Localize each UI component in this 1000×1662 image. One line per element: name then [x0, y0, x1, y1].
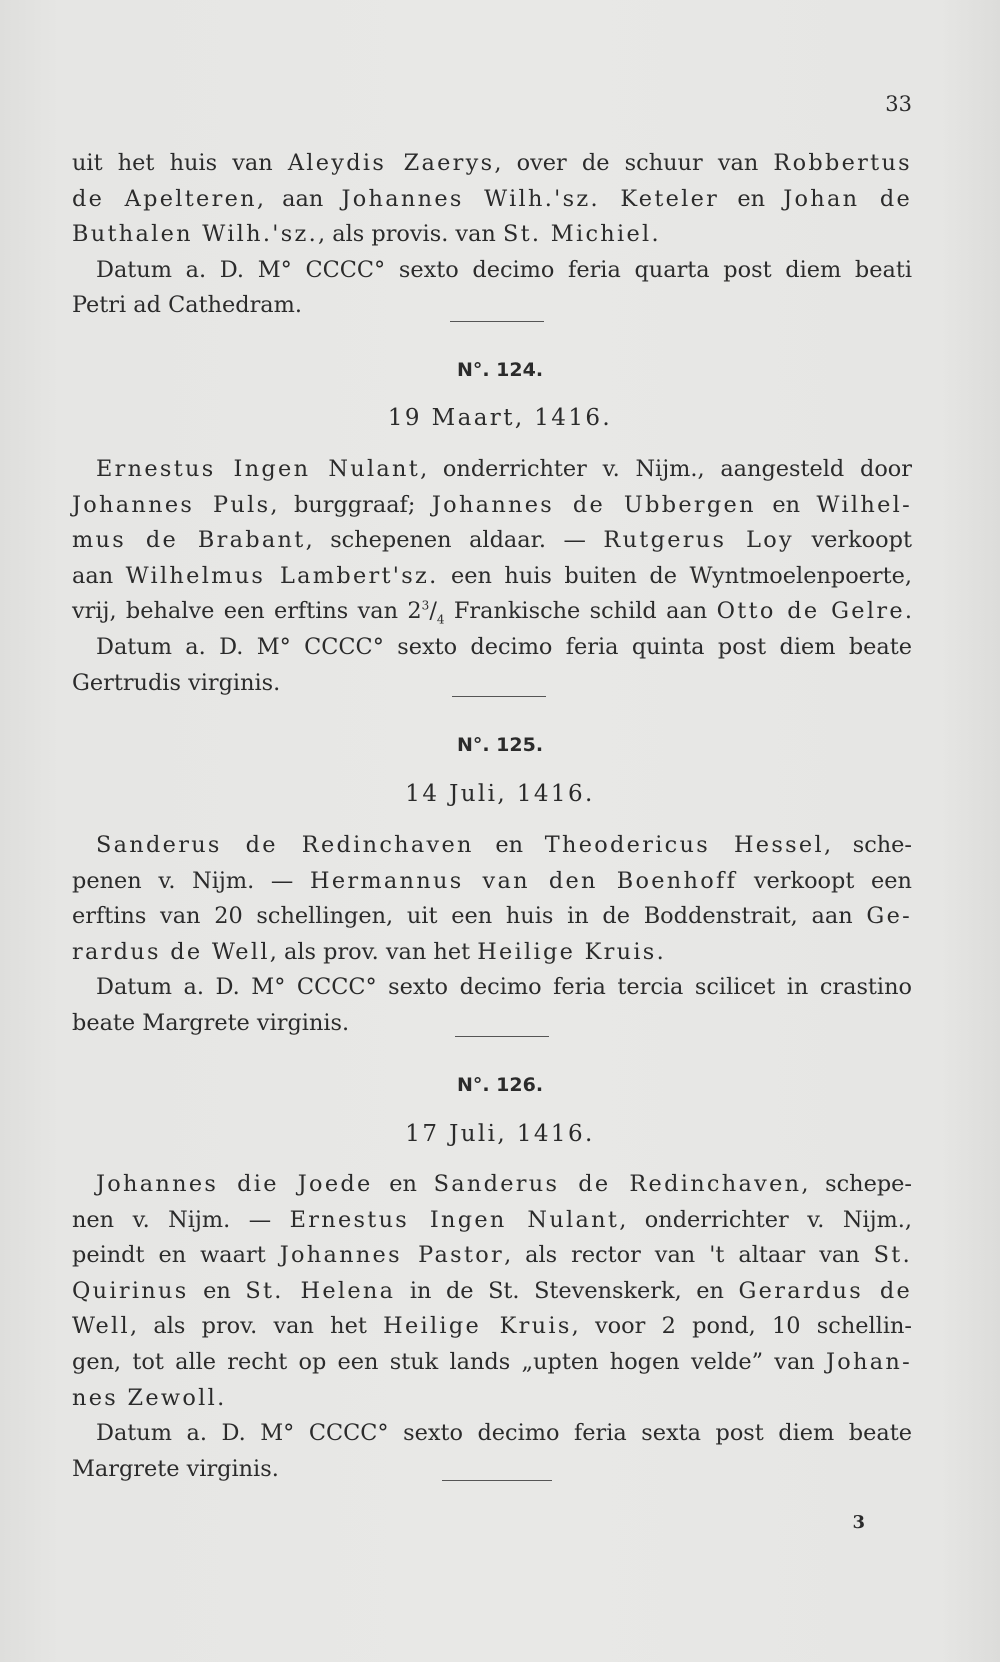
- section-rule: [450, 321, 544, 322]
- text-line: Johannes die Joede en Sanderus de Redinchaven, schepe-: [96, 1171, 912, 1197]
- entry-continuation: [72, 146, 912, 324]
- text-line: aan Wilhelmus Lambert'sz. een huis buiten de Wyntmoelenpoerte,: [72, 562, 912, 589]
- entry-date: 14 Juli, 1416.: [405, 781, 595, 807]
- text-line: Datum a. D. M° CCCC° sexto decimo feria quarta post diem beati: [96, 256, 912, 283]
- section-rule: [455, 1036, 549, 1037]
- entry-number: N°. 125.: [456, 734, 544, 756]
- page-number: 33: [885, 92, 912, 116]
- text-line: Gertrudis virginis.: [72, 669, 281, 696]
- text-line: de Apelteren, aan Johannes Wilh.'sz. Keteler en Johan de: [72, 185, 913, 212]
- dating-clause: [72, 253, 912, 324]
- text-line: Quirinus en St. Helena in de St. Stevenskerk, en Gerardus de: [72, 1277, 913, 1304]
- entry-number: N°. 126.: [456, 1074, 544, 1096]
- continuation-paragraph: [72, 146, 912, 253]
- text-line: vrij, behalve een erftins van $2^3/_4$ Frankische schild aan Otto de Gelre.: [72, 598, 912, 627]
- text-line: beate Margrete virginis.: [72, 1009, 350, 1036]
- entry-body: [72, 452, 912, 701]
- text-line: Datum a. D. M° CCCC° sexto decimo feria sexta post diem beate: [96, 1420, 912, 1447]
- text-line: peindt en waart Johannes Pastor, als rector van 't altaar van St.: [72, 1242, 912, 1269]
- entry-paragraph: [72, 828, 912, 970]
- entry-date: 17 Juli, 1416.: [405, 1121, 595, 1147]
- entry-paragraph: [72, 452, 912, 630]
- text-line: Buthalen Wilh.'sz., als provis. van St. Michiel.: [72, 221, 659, 248]
- signature-mark: 3: [852, 1512, 865, 1533]
- text-line: gen, tot alle recht op een stuk lands „upten hogen velde” van Johan-: [72, 1348, 912, 1375]
- text-line: erftins van 20 schellingen, uit een huis in de Boddenstrait, aan Ge-: [72, 903, 912, 930]
- text-line: penen v. Nijm. — Hermannus van den Boenhoff verkoopt een: [72, 867, 912, 894]
- text-line: Datum a. D. M° CCCC° sexto decimo feria tercia scilicet in crastino: [96, 974, 912, 1001]
- text-line: Margrete virginis.: [72, 1455, 279, 1482]
- entry-body: [72, 1167, 912, 1487]
- text-line: Johannes Puls, burggraaf; Johannes de Ubbergen en Wilhel-: [72, 491, 912, 518]
- dating-clause: [72, 970, 912, 1041]
- text-line: Ernestus Ingen Nulant, onderrichter v. Nijm., aangesteld door: [96, 456, 912, 482]
- section-rule: [442, 1480, 552, 1481]
- section-rule: [452, 696, 546, 697]
- text-line: rardus de Well, als prov. van het Heilige Kruis.: [72, 938, 664, 965]
- dating-clause: [72, 630, 912, 701]
- entry-paragraph: [72, 1167, 912, 1416]
- text-line: Well, als prov. van het Heilige Kruis, voor 2 pond, 10 schellin-: [72, 1313, 912, 1340]
- text-line: mus de Brabant, schepenen aldaar. — Rutgerus Loy verkoopt: [72, 527, 912, 554]
- text-line: Petri ad Cathedram.: [72, 292, 302, 319]
- entry-date: 19 Maart, 1416.: [387, 405, 613, 431]
- entry-number: N°. 124.: [456, 359, 544, 381]
- entry-body: [72, 828, 912, 1042]
- text-line: Sanderus de Redinchaven en Theodericus Hessel, sche-: [96, 832, 912, 858]
- text-line: nen v. Nijm. — Ernestus Ingen Nulant, onderrichter v. Nijm.,: [72, 1206, 912, 1233]
- text-line: uit het huis van Aleydis Zaerys, over de schuur van Robbertus: [72, 150, 912, 176]
- text-line: nes Zewoll.: [72, 1384, 225, 1411]
- text-line: Datum a. D. M° CCCC° sexto decimo feria quinta post diem beate: [96, 633, 912, 660]
- dating-clause: [72, 1416, 912, 1487]
